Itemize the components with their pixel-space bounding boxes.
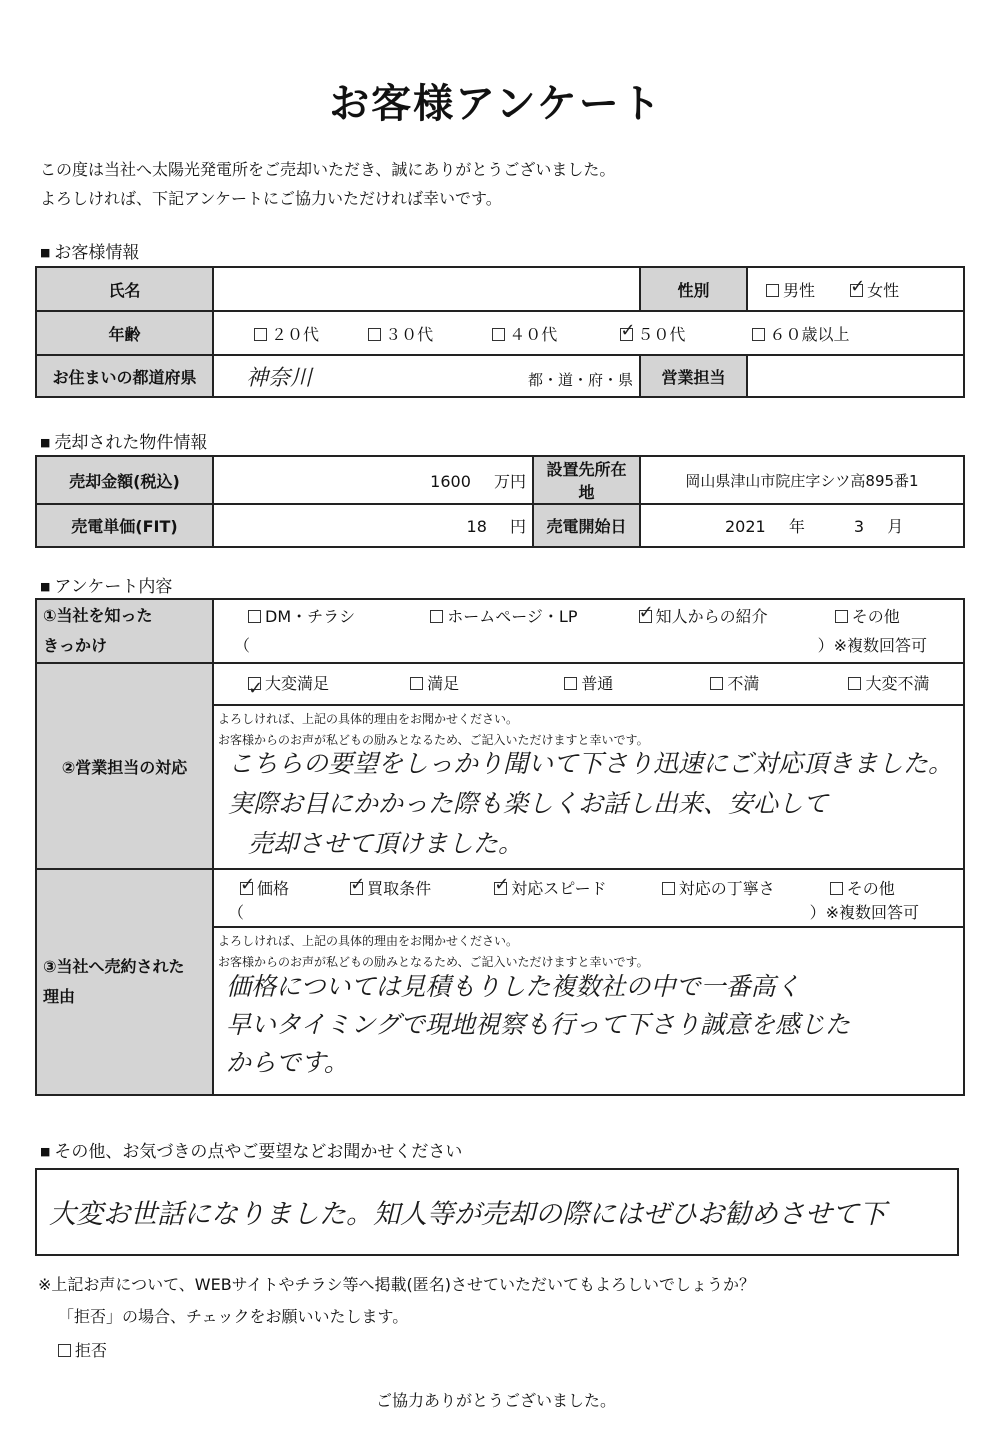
month-unit: 月 [887, 517, 904, 536]
price-label: 売却金額(税込) [36, 456, 213, 504]
checkbox[interactable] [368, 328, 381, 341]
q3-label: ③当社へ売約された 理由 [36, 869, 213, 1095]
other-box[interactable] [35, 1168, 959, 1256]
fit-label: 売電単価(FIT) [36, 504, 213, 547]
checkbox-checked[interactable] [850, 284, 863, 297]
q3-options [214, 870, 963, 928]
q3-answer-line-2: 早いタイミングで現地視察も行って下さり誠意を感じた [226, 1010, 851, 1039]
price-unit: 万円 [493, 471, 526, 491]
checkbox-checked[interactable] [494, 882, 507, 895]
checkbox-checked[interactable] [248, 677, 261, 690]
checkbox[interactable] [835, 610, 848, 623]
section-property: ■ 売却された物件情報 [40, 428, 207, 453]
checkbox[interactable] [710, 677, 723, 690]
q2-answer-line-1: こちらの要望をしっかり聞いて下さり迅速にご対応頂きました。 [228, 749, 954, 778]
q3-prompt-2: お客様からのお声が私どもの励みとなるため、ご記入いただけますと幸いです。 [218, 955, 649, 969]
fit-value: 18 [466, 517, 487, 536]
q3-terms[interactable]: ✓ 買取条件 [350, 876, 431, 899]
customer-table [35, 266, 965, 398]
q3-prompt-1: よろしければ、上記の具体的理由をお聞かせください。 [218, 934, 519, 948]
checkbox[interactable] [254, 328, 267, 341]
sales-field[interactable] [747, 355, 964, 397]
q2-neutral[interactable]: 普通 [564, 664, 613, 704]
age-40s[interactable]: ４０代 [492, 322, 557, 345]
age-60plus[interactable]: ６０歳以上 [752, 322, 849, 345]
name-field[interactable] [213, 267, 640, 311]
checkbox-checked[interactable] [639, 610, 652, 623]
q3-paren-close: ）※複数回答可 [809, 903, 919, 922]
q2-answer-line-3: 売却させて頂けました。 [248, 829, 524, 858]
publish-note-1: ※上記お声について、WEBサイトやチラシ等へ掲載(匿名)させていただいてもよろしいでしょうか？ [38, 1275, 756, 1294]
intro-line-2: よろしければ、下記アンケートにご協力いただければ幸いです。 [40, 189, 502, 208]
q3-body [213, 869, 964, 1095]
checkbox[interactable] [430, 610, 443, 623]
age-50s[interactable]: ✓ ５０代 [620, 322, 685, 345]
checkbox[interactable] [830, 882, 843, 895]
q3-courtesy[interactable]: 対応の丁寧さ [662, 876, 775, 899]
q1-paren-open: （ [234, 636, 251, 655]
checkbox-checked[interactable] [350, 882, 363, 895]
gender-male[interactable]: 男性 [766, 278, 815, 301]
q2-prompt-2: お客様からのお声が私どもの励みとなるため、ご記入いただけますと幸いです。 [218, 733, 649, 747]
pref-field[interactable] [213, 355, 640, 397]
q3-paren-open: （ [228, 903, 245, 922]
q1-dm[interactable]: DM・チラシ [248, 604, 355, 627]
location-label: 設置先所在地 [533, 456, 640, 504]
section-other: ■ その他、お気づきの点やご要望などお聞かせください [40, 1137, 462, 1162]
checkbox[interactable] [752, 328, 765, 341]
q1-other[interactable]: その他 [835, 604, 900, 627]
checkbox[interactable] [410, 677, 423, 690]
start-year: 2021 [725, 517, 766, 536]
refuse-option[interactable] [58, 1338, 107, 1361]
pref-handwritten: 神奈川 [246, 365, 313, 391]
q3-speed[interactable]: ✓ 対応スピード [494, 876, 606, 899]
q1-label: ①当社を知った きっかけ [36, 599, 213, 663]
start-label: 売電開始日 [533, 504, 640, 547]
q2-answer-line-2: 実際お目にかかった際も楽しくお話し出来、安心して [228, 789, 829, 818]
age-options [213, 311, 964, 355]
q1-paren-close: ）※複数回答可 [817, 636, 927, 655]
publish-note-2: 「拒否」の場合、チェックをお願いいたします。 [58, 1307, 409, 1326]
thanks-text: ご協力ありがとうございました。 [375, 1391, 616, 1410]
refuse-checkbox[interactable] [58, 1344, 71, 1357]
q2-dissatisfied[interactable]: 不満 [710, 664, 759, 704]
pref-label: お住まいの都道府県 [36, 355, 213, 397]
start-month: 3 [853, 517, 865, 536]
gender-options [747, 267, 964, 311]
age-label: 年齢 [36, 311, 213, 355]
q2-very-dissatisfied[interactable]: 大変不満 [848, 664, 929, 704]
checkbox-checked[interactable] [620, 328, 633, 341]
price-field[interactable] [213, 456, 533, 504]
sales-label: 営業担当 [640, 355, 747, 397]
gender-label: 性別 [640, 267, 747, 311]
checkbox[interactable] [848, 677, 861, 690]
q2-label: ②営業担当の対応 [36, 663, 213, 869]
q3-price[interactable]: ✓価格 [240, 876, 289, 899]
start-field[interactable] [640, 504, 964, 547]
checkbox[interactable] [766, 284, 779, 297]
checkbox[interactable] [564, 677, 577, 690]
q2-body [213, 663, 964, 869]
checkbox[interactable] [248, 610, 261, 623]
checkbox-checked[interactable] [240, 882, 253, 895]
q1-options [213, 599, 964, 663]
q2-prompt-1: よろしければ、上記の具体的理由をお聞かせください。 [218, 712, 519, 726]
checkbox[interactable] [662, 882, 675, 895]
q1-homepage[interactable]: ホームページ・LP [430, 604, 577, 627]
q3-answer-line-3: からです。 [226, 1048, 349, 1077]
pref-suffix: 都・道・府・県 [527, 370, 633, 389]
q3-answer[interactable] [214, 968, 963, 1082]
q2-very-satisfied[interactable]: ✓大変満足 [248, 664, 329, 704]
q3-answer-line-1: 価格については見積もりした複数社の中で一番高く [226, 972, 801, 1001]
section-customer: ■ お客様情報 [40, 238, 139, 263]
property-table [35, 455, 965, 548]
page-title: お客様アンケート [329, 81, 663, 127]
checkbox[interactable] [492, 328, 505, 341]
q2-options [214, 664, 963, 706]
intro-line-1: この度は当社へ太陽光発電所をご売却いただき、誠にありがとうございました。 [40, 160, 616, 179]
q2-satisfied[interactable]: 満足 [410, 664, 459, 704]
name-label: 氏名 [36, 267, 213, 311]
age-20s[interactable]: ２０代 [254, 322, 319, 345]
location-value: 岡山県津山市院庄字シツ高895番1 [640, 456, 964, 504]
year-unit: 年 [788, 517, 805, 536]
fit-field[interactable] [213, 504, 533, 547]
section-survey: ■ アンケート内容 [40, 572, 172, 597]
q1-referral[interactable]: ✓ 知人からの紹介 [639, 604, 768, 627]
q3-other[interactable]: その他 [830, 876, 895, 899]
price-value: 1600 [430, 471, 471, 491]
survey-table [35, 598, 965, 1096]
fit-unit: 円 [509, 517, 526, 536]
q2-answer[interactable] [214, 744, 963, 864]
age-30s[interactable]: ３０代 [368, 322, 433, 345]
refuse-label: 拒否 [75, 1341, 108, 1360]
gender-female[interactable]: ✓ 女性 [850, 278, 899, 301]
other-answer: 大変お世話になりました。知人等が売却の際にはぜひお勧めさせて下 [49, 1199, 886, 1230]
